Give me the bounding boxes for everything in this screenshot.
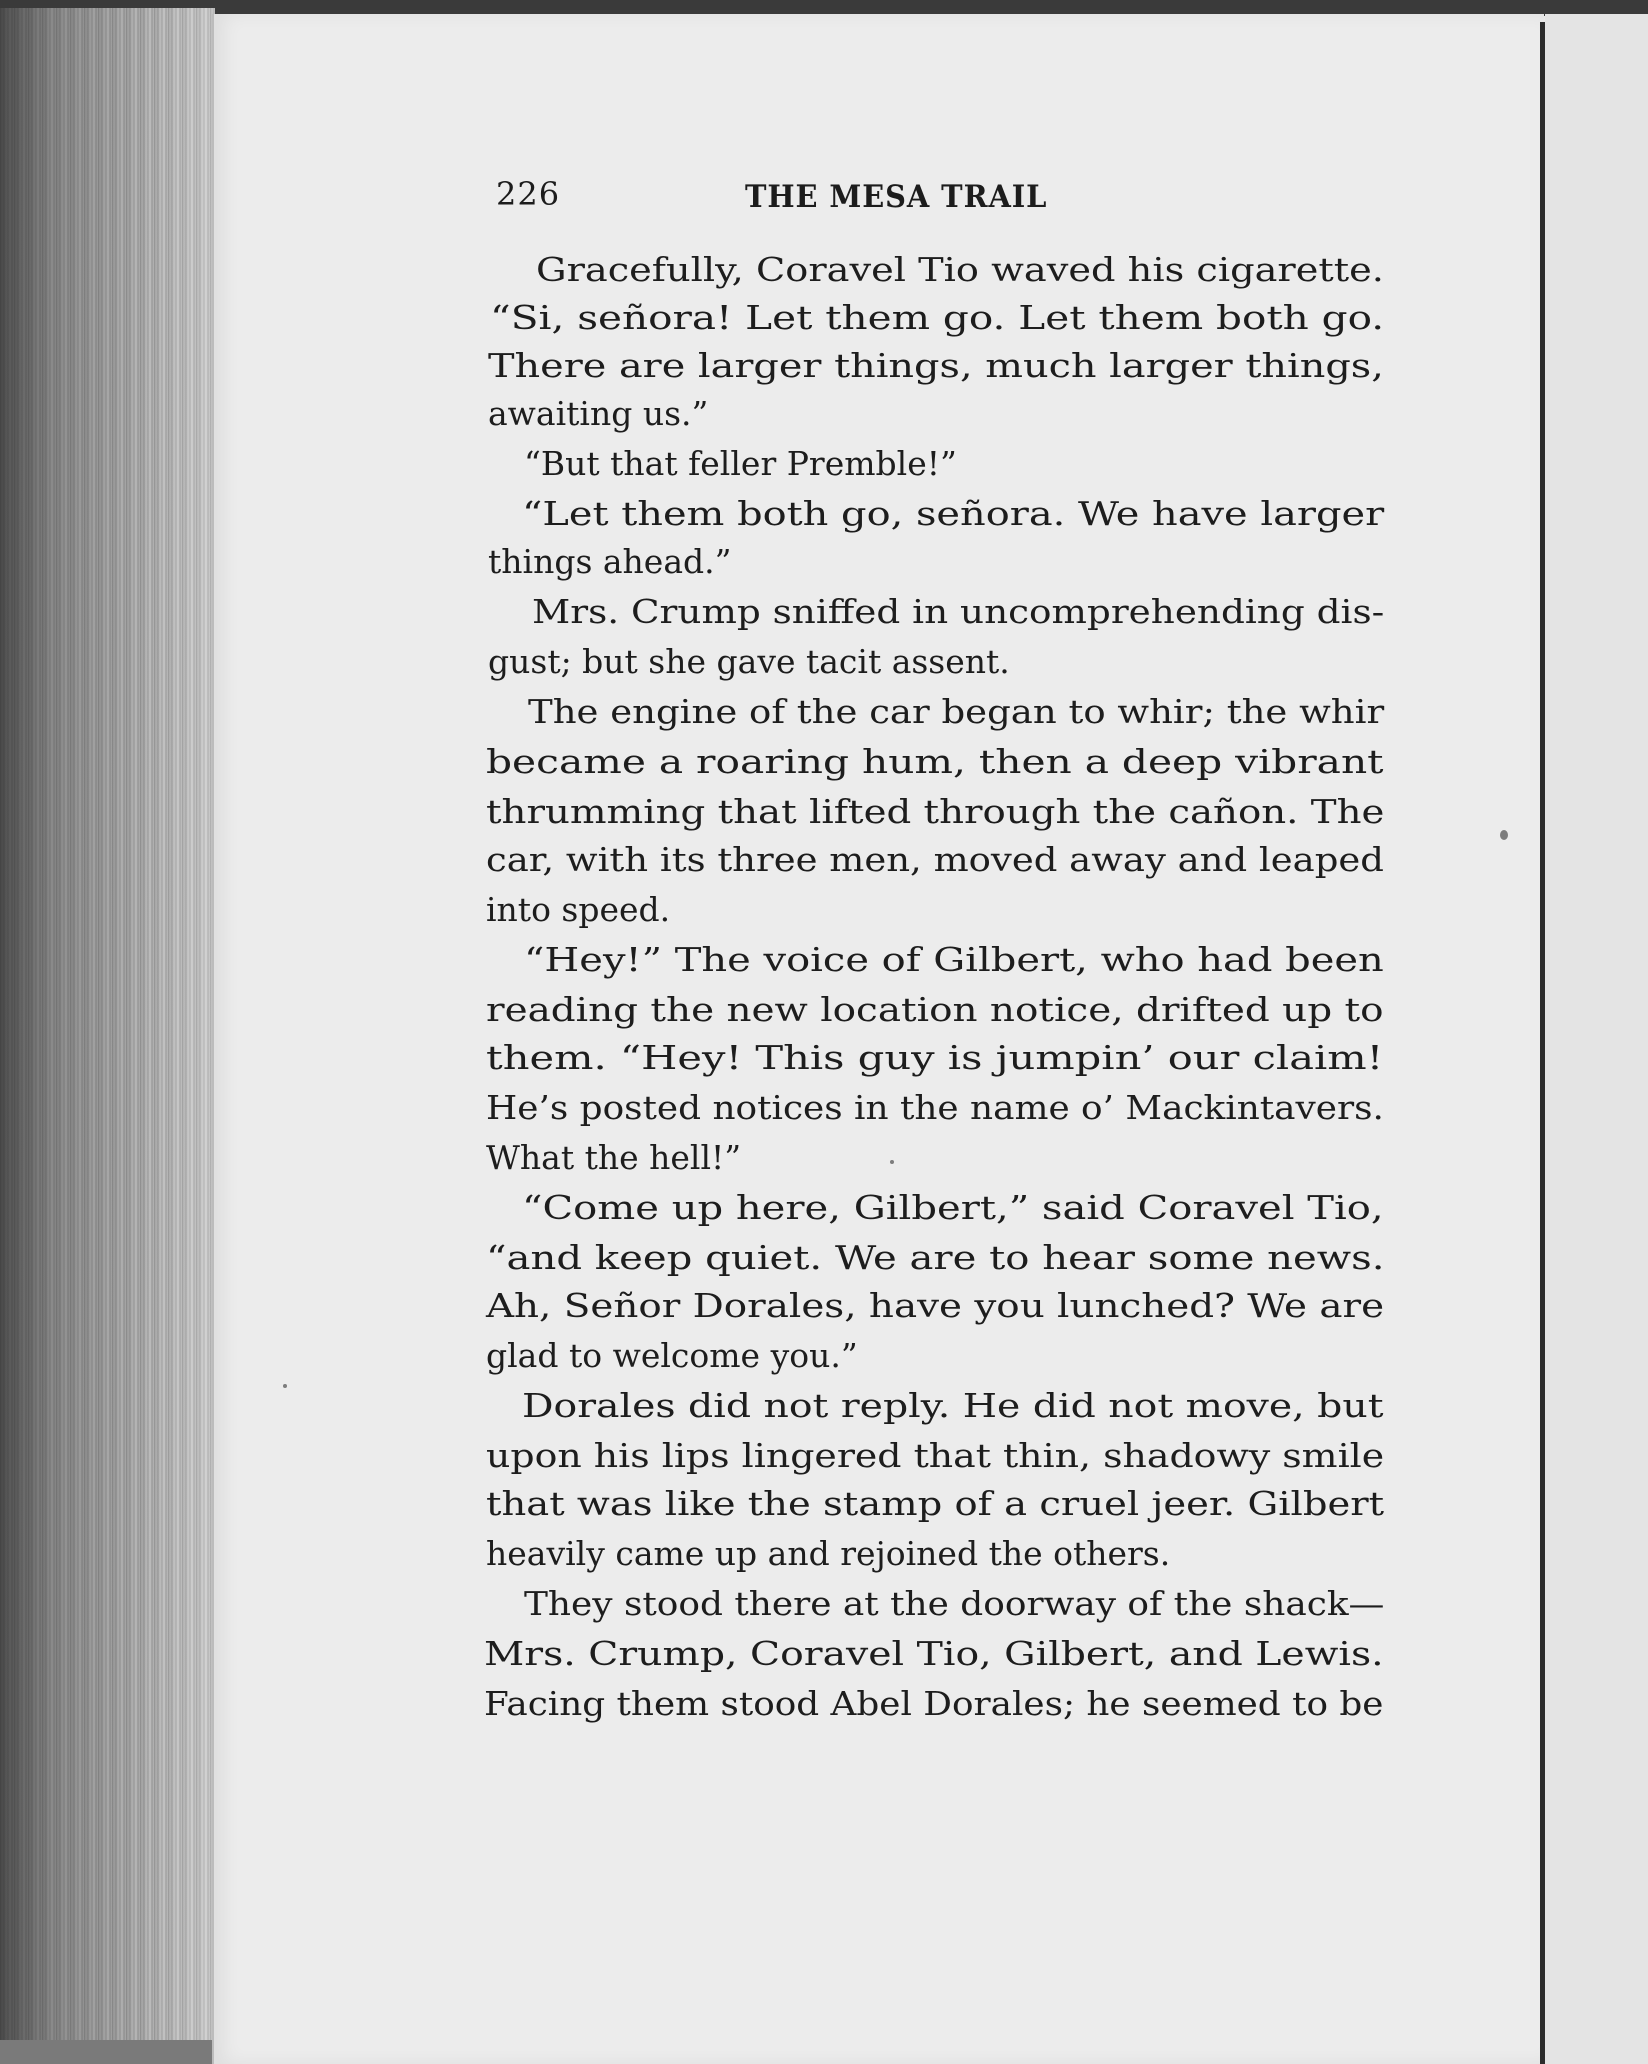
text-line: Mrs. Crump, Coravel Tio, Gilbert, and Lewis. — [484, 1634, 1384, 1673]
text-line: There are larger things, much larger things, — [488, 346, 1384, 385]
text-line: that was like the stamp of a cruel jeer. Gilbert — [486, 1484, 1385, 1523]
paper-speck — [283, 1384, 287, 1388]
text-line: Ah, Señor Dorales, have you lunched? We are — [486, 1286, 1385, 1325]
text-line: Mrs. Crump sniffed in uncomprehending dis- — [532, 592, 1385, 631]
page-number: 226 — [496, 175, 561, 213]
text-line: “Hey!” The voice of Gilbert, who had been — [524, 940, 1384, 979]
page-edges-shadow — [0, 8, 215, 2064]
running-title: THE MESA TRAIL — [745, 179, 1048, 215]
text-line: became a roaring hum, then a deep vibrant — [486, 742, 1384, 781]
text-line: gust; but she gave tacit assent. — [488, 642, 1010, 681]
text-line: upon his lips lingered that thin, shadowy smile — [486, 1436, 1385, 1475]
text-line: What the hell!” — [486, 1138, 742, 1177]
text-line: thrumming that lifted through the cañon. The — [486, 792, 1385, 831]
text-line: heavily came up and rejoined the others. — [486, 1534, 1171, 1573]
text-line: “But that feller Premble!” — [524, 444, 957, 483]
text-line: Gracefully, Coravel Tio waved his cigarette. — [536, 250, 1384, 289]
paper-speck — [1500, 830, 1508, 840]
text-line: “Let them both go, señora. We have larger — [522, 494, 1385, 533]
text-line: “Come up here, Gilbert,” said Coravel Tio, — [522, 1188, 1384, 1227]
facing-page-edge — [1545, 14, 1648, 2064]
text-line: glad to welcome you.” — [486, 1336, 858, 1375]
text-line: Dorales did not reply. He did not move, but — [522, 1386, 1384, 1425]
text-line: car, with its three men, moved away and leaped — [486, 840, 1384, 879]
text-line: them. “Hey! This guy is jumpin’ our claim! — [486, 1038, 1384, 1077]
text-line: reading the new location notice, drifted up to — [486, 990, 1384, 1029]
text-line: They stood there at the doorway of the shack— — [524, 1584, 1385, 1623]
running-head — [490, 175, 1150, 235]
text-line: He’s posted notices in the name o’ Mackintavers. — [486, 1088, 1384, 1127]
text-line: Facing them stood Abel Dorales; he seemed to be — [484, 1684, 1384, 1723]
text-line: “Si, señora! Let them go. Let them both go. — [490, 298, 1385, 337]
paper-speck — [890, 1160, 894, 1164]
text-line: “and keep quiet. We are to hear some news. — [486, 1238, 1385, 1277]
text-line: The engine of the car began to whir; the whir — [528, 692, 1385, 731]
text-line: things ahead.” — [488, 542, 732, 581]
page-edges-bottom — [0, 2040, 215, 2064]
text-line: into speed. — [486, 890, 671, 929]
text-line: awaiting us.” — [488, 394, 709, 433]
